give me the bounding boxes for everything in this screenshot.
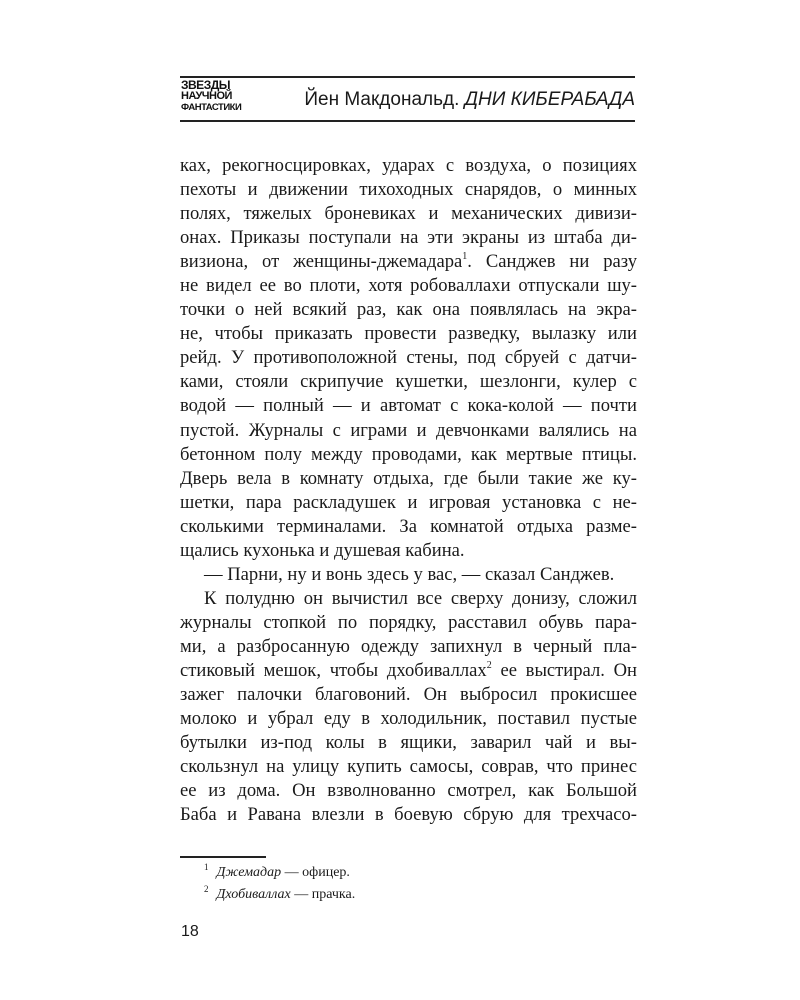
footnotes bbox=[204, 862, 355, 906]
text-line: пустой. Журналы с играми и девчонками валялись на bbox=[180, 419, 637, 441]
text-fragment: ее выстирал. Он bbox=[491, 659, 638, 681]
text-line: ми, а разбросанную одежду запихнул в черный пла- bbox=[180, 635, 637, 657]
text-line: бутылки из-под колы в ящики, заварил чай и вы- bbox=[180, 732, 637, 754]
header-rule-bottom bbox=[180, 120, 635, 122]
series-logo bbox=[181, 80, 253, 118]
text-line: — Парни, ну и вонь здесь у вас, — сказал Санджев. bbox=[204, 563, 615, 585]
series-logo-line: НАУЧНОЙ bbox=[181, 90, 232, 102]
text-line: зажег палочки благовоний. Он выбросил прокисшее bbox=[180, 684, 637, 706]
text-line bbox=[180, 250, 637, 274]
text-line: Дверь вела в комнату отдыха, где были такие же ку- bbox=[180, 467, 637, 489]
footnote-1 bbox=[204, 862, 355, 884]
footnote-ref-1[interactable]: 1 bbox=[462, 251, 468, 263]
text-fragment: . Санджев ни разу bbox=[467, 251, 637, 273]
text-line: полях, тяжелых броневиках и механических дивизи- bbox=[180, 203, 637, 225]
text-line: Баба и Равана влезли в боевую сбрую для трехчасо- bbox=[180, 804, 637, 826]
text-line: щались кухонька и душевая кабина. bbox=[180, 539, 465, 561]
text-line: шетки, пара раскладушек и игровая установка с не- bbox=[180, 491, 637, 513]
text-line: журналы стопкой по порядку, расставил обувь пара- bbox=[180, 611, 637, 633]
footnote-text: — офицер. bbox=[281, 865, 350, 880]
text-line: пехоты и движении тихоходных снарядов, о минных bbox=[180, 179, 637, 201]
text-line: не, чтобы приказать провести разведку, вылазку или bbox=[180, 323, 637, 345]
text-fragment: стиковый мешок, чтобы дхобиваллах bbox=[180, 659, 487, 681]
text-line: онах. Приказы поступали на эти экраны из штаба ди- bbox=[180, 227, 637, 249]
text-line: К полудню он вычистил все сверху донизу, сложил bbox=[204, 587, 637, 609]
footnote-mark: 2 bbox=[204, 884, 209, 894]
text-line: скользнул на улицу купить самосы, соврав, что принес bbox=[180, 756, 637, 778]
text-line: водой — полный — и автомат с кока-колой — почти bbox=[180, 395, 637, 417]
series-logo-line: ЗВЕЗДЫ bbox=[181, 78, 231, 92]
page-number: 18 bbox=[181, 923, 199, 940]
footnote-2 bbox=[204, 884, 355, 906]
text-line: сколькими терминалами. За комнатой отдыха разме- bbox=[180, 515, 637, 537]
text-line: не видел ее во плоти, хотя робоваллахи отпускали шу- bbox=[180, 275, 637, 297]
running-header bbox=[304, 89, 635, 111]
series-logo-line: ФАНТАСТИКИ bbox=[181, 102, 242, 113]
footnote-text: — прачка. bbox=[290, 887, 356, 902]
footnote-term: Дхобиваллах bbox=[216, 887, 291, 902]
text-line: точки о ней всякий раз, как она появлялась на экра- bbox=[180, 299, 637, 321]
text-line: ках, рекогносцировках, ударах с воздуха, о позициях bbox=[180, 155, 637, 176]
footnote-separator bbox=[180, 856, 266, 858]
header-author: Йен Макдональд. bbox=[304, 89, 460, 110]
text-line: молоко и убрал еду в холодильник, поставил пустые bbox=[180, 708, 637, 730]
text-fragment: визиона, от женщины-джемадара bbox=[180, 251, 463, 273]
text-line: бетонном полу между проводами, как мертвые птицы. bbox=[180, 443, 637, 465]
footnote-ref-2[interactable]: 2 bbox=[486, 659, 492, 671]
text-line bbox=[180, 659, 637, 683]
text-line: ками, стояли скрипучие кушетки, шезлонги, кулер с bbox=[180, 371, 637, 393]
header-rule-top bbox=[180, 76, 635, 78]
text-line: ее из дома. Он взволнованно смотрел, как Большой bbox=[180, 780, 637, 802]
footnote-mark: 1 bbox=[204, 862, 209, 872]
body-text bbox=[180, 154, 637, 827]
header-book-title: ДНИ КИБЕРАБАДА bbox=[464, 89, 635, 110]
footnote-term: Джемадар bbox=[216, 865, 282, 880]
text-line: рейд. У противоположной стены, под сбруей с датчи- bbox=[180, 347, 637, 369]
